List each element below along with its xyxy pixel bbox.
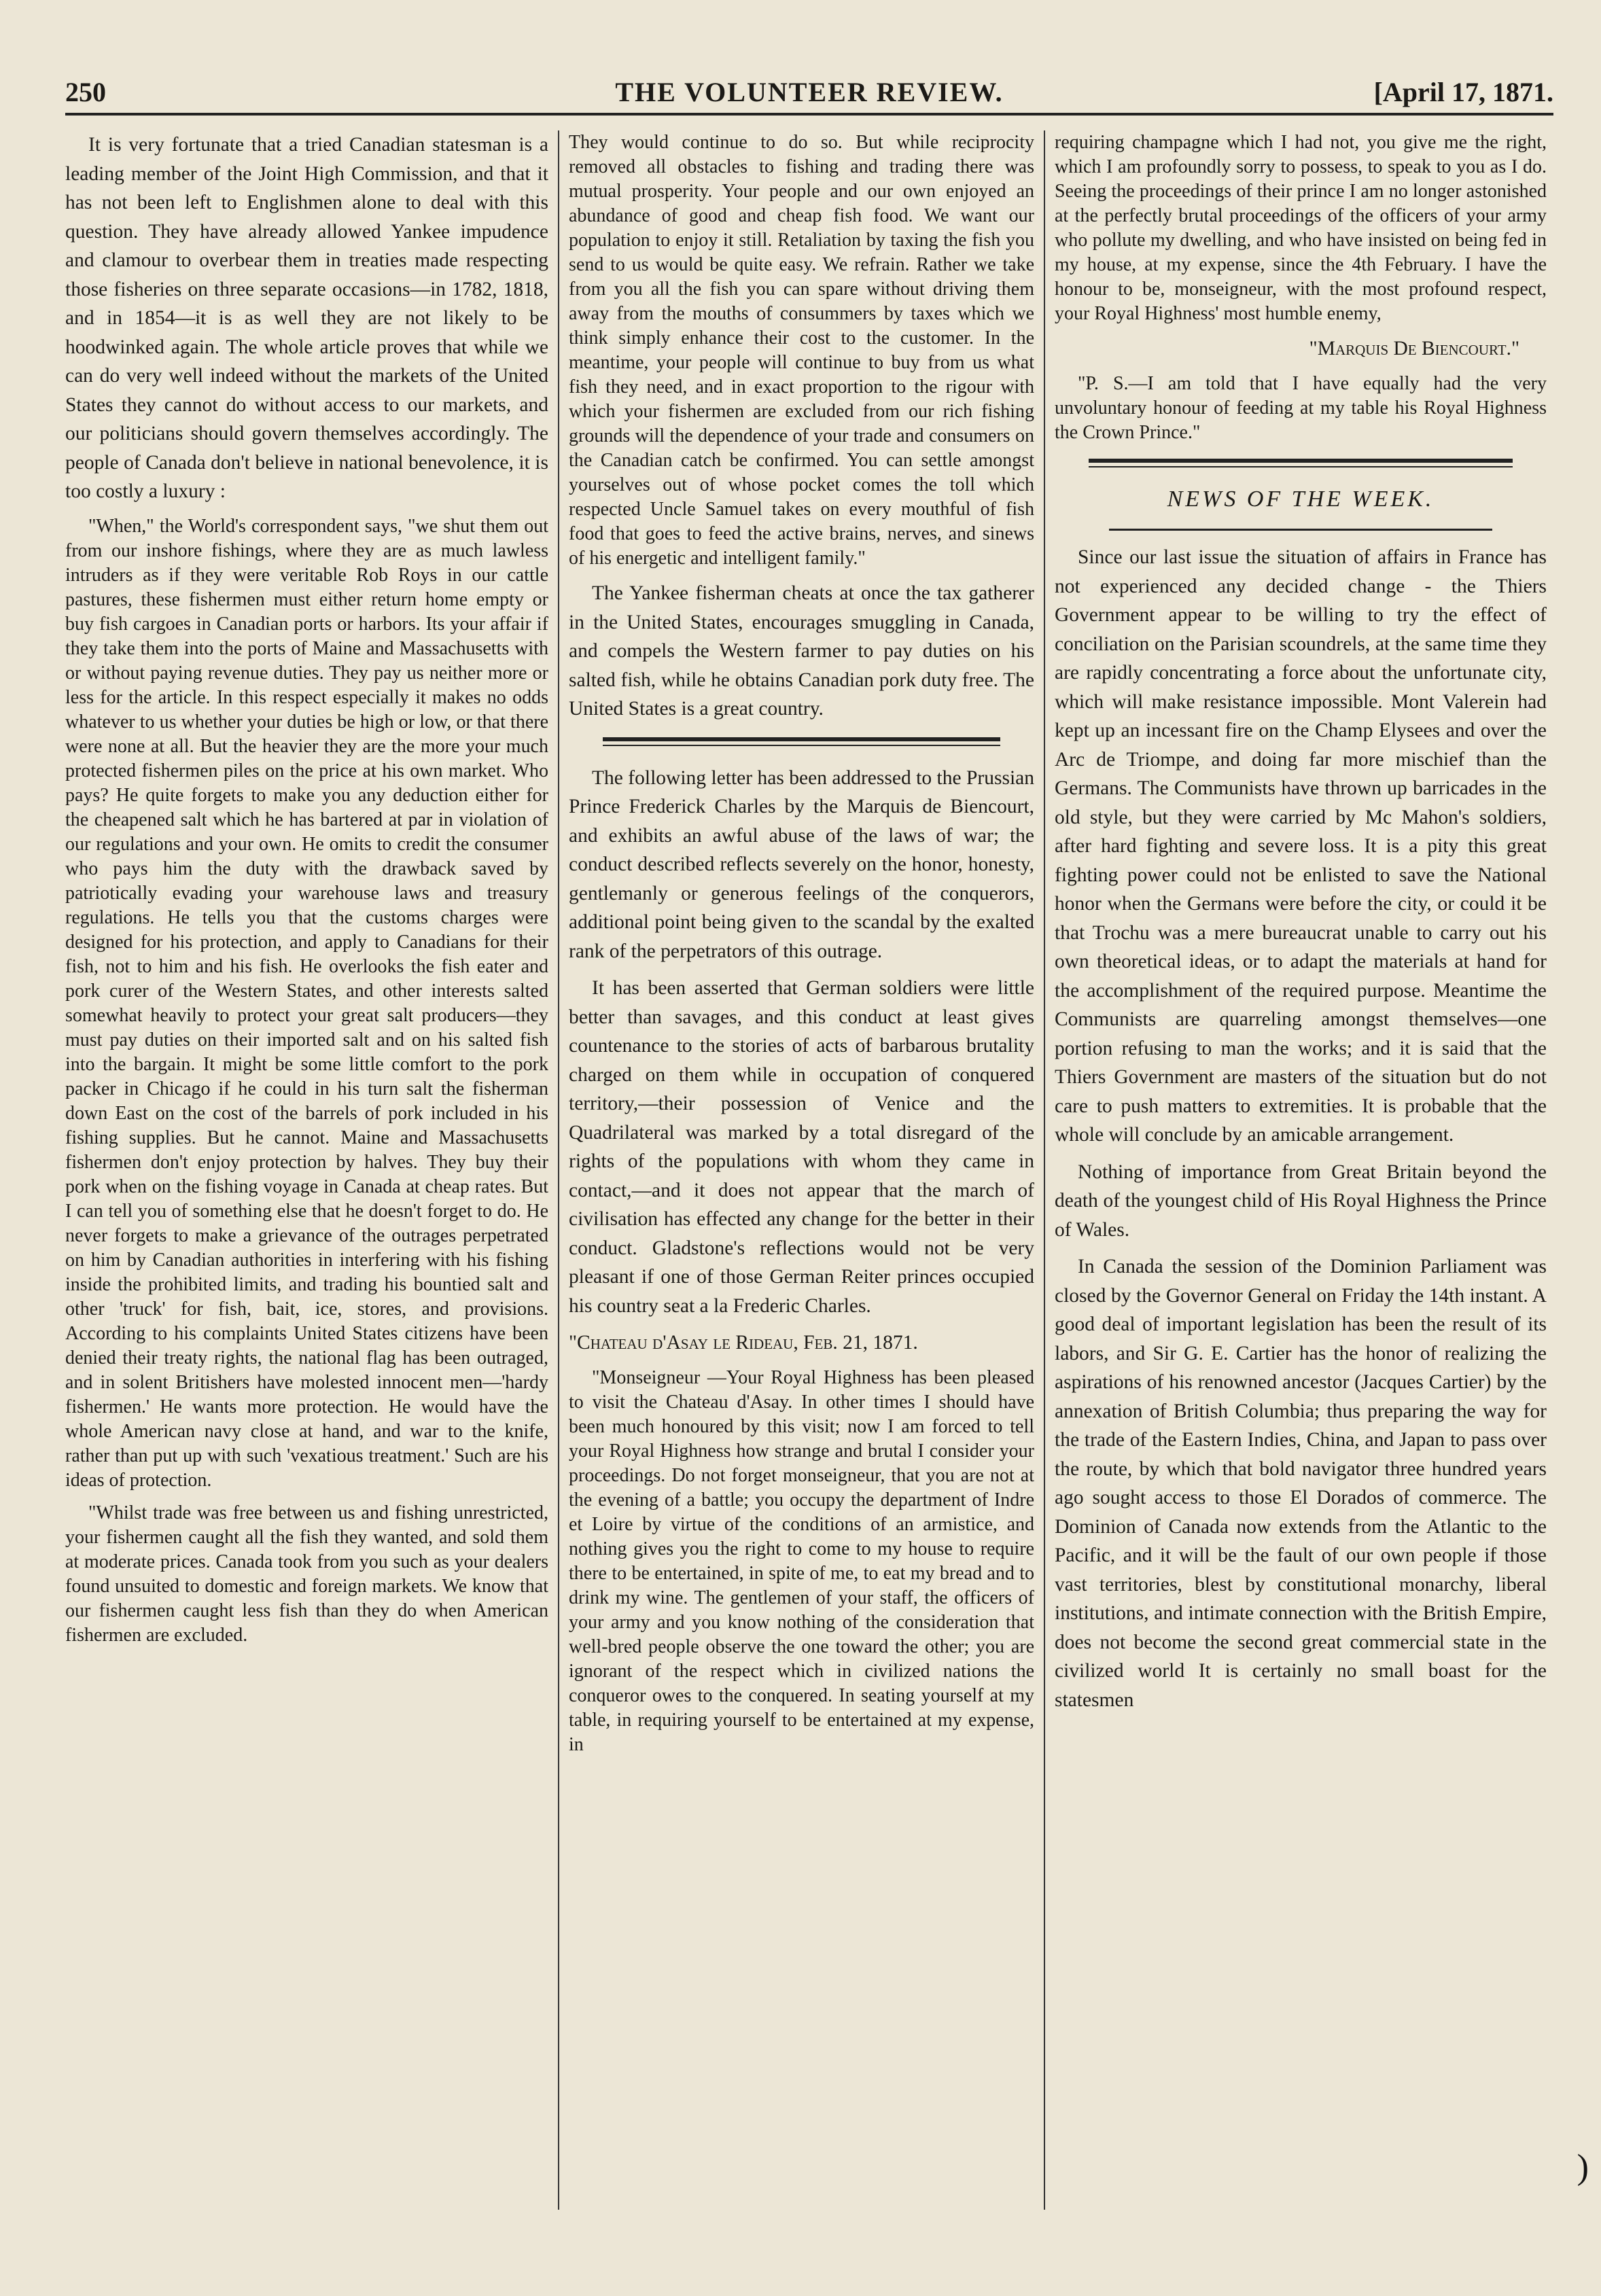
paragraph: In Canada the session of the Dominion Parliament was closed by the Governor General on Friday the 14th instant. A good deal of important legislation has been the result of its labors, and Sir G. E. Cartier has the honor of realizing the aspirations of his renowned ancestor (Jacques Cartier) by the annexation of British Columbia; thus preparing the way for the trade of the Eastern Indies, China, and Japan to pass over the route, by which that bold navigator three hundred years ago sought access to those El Dorados of commerce. The Dominion of Canada now extends from the Atlantic to the Pacific, and it will be the fault of our own people if those vast territories, blest by constitutional monarchy, liberal institutions, and intimate connection with the British Empire, does not become the second great commercial state in the civilized world It is certainly no small boast for the statesmen bbox=[1055, 1256, 1547, 1711]
column-3 bbox=[1044, 130, 1547, 2210]
margin-bracket-mark: ) bbox=[1577, 2148, 1589, 2187]
paragraph: It has been asserted that German soldiers were little better than savages, and this conduct at least gives countenance to the stories of acts of barbarous brutality charged on them while in occupation of conquered territory,—their possession of Venice and the Quadrilateral was marked by a total disregard of the rights of the populations with whom they came in contact,—and it does not appear that the march of civilisation has effected any change for the better in their conduct. Gladstone's reflections would not be very pleasant if one of those German Reiter princes occupied his country seat a la Frederic Charles. bbox=[569, 977, 1034, 1317]
header-rule bbox=[65, 113, 1553, 116]
quoted-paragraph: "Whilst trade was free between us and fishing unrestricted, your fishermen caught all the fish they wanted, and sold them at moderate prices. Canada took from you such as your dealers found unsuited to domestic and foreign markets. We know that our fishermen caught less fish than they do when American fishermen are excluded. bbox=[65, 1502, 548, 1646]
masthead-title: THE VOLUNTEER REVIEW. bbox=[615, 77, 1004, 107]
paragraph: Since our last issue the situation of affairs in France has not experienced any decided change - the Thiers Government appear to be willing to try the effect of conciliation on the Parisian scoundrels, at the same time they are rapidly concentrating a force about the unfortunate city, which will make resistance impossible. Mont Valerein had kept up an incessant fire on the Champ Elysees and over the Arc de Triompe, and doing far more mischief than the Germans. The Communists have thrown up barricades in the old style, but they were carried by Mc Mahon's soldiers, after hard fighting and severe loss. It is a pity this great fighting power could not be enlisted to save the National honor when the Germans were before the city, or could it be that Trochu was a mere bureaucrat unable to carry out his own theoretical ideas, or to adapt the materials at hand for the accomplishment of the required purpose. Meantime the Communists are quarreling amongst themselves—one portion refusing to man the works; and it is said that the Thiers Government are masters of the situation but do not care to push matters to extremities. It is probable that the whole will conclude by an amicable arrangement. bbox=[1055, 546, 1547, 1146]
paragraph: The following letter has been addressed to the Prussian Prince Frederick Charles by the Marquis de Biencourt, and exhibits an awful abuse of the laws of war; the conduct described reflects severely on the honor, honesty, gentlemanly or generous feelings of the conquerors, additional point being given to the scandal by the exalted rank of the perpetrators of this outrage. bbox=[569, 766, 1034, 962]
section-divider bbox=[603, 737, 1000, 746]
column-2 bbox=[558, 130, 1044, 2210]
section-divider bbox=[1089, 459, 1513, 467]
paragraph: The Yankee fisherman cheats at once the tax gatherer in the United States, encourages smuggling in Canada, and compels the Western farmer to pay duties on his salted fish, while he obtains Canadian pork duty free. The United States is a great country. bbox=[569, 582, 1034, 720]
issue-date: [April 17, 1871. bbox=[1373, 77, 1553, 107]
article-columns bbox=[65, 130, 1553, 2210]
page-header bbox=[65, 71, 1553, 118]
quoted-paragraph: "When," the World's correspondent says, "we shut them out from our inshore fishings, where they are as much lawless intruders as if they were veritable Rob Roys in our cattle pastures, these fishermen must either return home empty or buy fish cargoes in Canadian ports or harbors. Its your affair if they take them into the ports of Maine and Massachusetts with or without paying revenue duties. They pay us neither more or less for the article. In this respect especially it makes no odds whatever to us whether your duties be high or low, or that there were none at all. But the heavier they are the more your much protected fishermen piles on the price at his own market. Who pays? He quite forgets to make you any deduction either for the cheapened salt which he has bartered at par in violation of our regulations and your own. He omits to credit the consumer who pays him the duty with the drawback saved by patriotically evading your warehouse laws and treasury regulations. He tells you that the customs charges were designed for his protection, and apply to Canadians for their fish, not to him and his fish. He overlooks the fish eater and pork curer of the Western States, and other interests salted somewhat heavily to protect your great salt producers—they must pay duties on their imported salt and on his salted fish into the bargain. It might be some little comfort to the pork packer in Chicago if he could in his turn salt the fisherman down East on the cost of the barrels of pork included in his fishing supplies. But he cannot. Maine and Massachusetts fishermen don't enjoy protection by halves. They buy their pork when on the fishing voyage in Canada at cheap rates. But I can tell you of something else that he doesn't forget to do. He never forgets to make a grievance of the outrages perpetrated on him by Canadian authorities in interfering with his fishing inside the prohibited limits, and trading his bountied salt and other 'truck' for fish, bait, ice, stores, and provisions. According to his complaints United States citizens have been denied their treaty rights, the national flag has been outraged, and in solent Britishers have molested innocent men—'hardy fishermen.' He wants more protection. He would have the whole American navy close at hand, and war to the knife, rather than put up with such 'vexatious treatment.' Such are his ideas of protection. bbox=[65, 515, 548, 1491]
letter-postscript: "P. S.—I am told that I have equally had the very unvoluntary honour of feeding at my table his Royal Highness the Crown Prince." bbox=[1055, 372, 1547, 443]
page-number: 250 bbox=[65, 77, 106, 107]
column-1 bbox=[65, 130, 558, 2210]
paragraph: Nothing of importance from Great Britain beyond the death of the youngest child of His Royal Highness the Prince of Wales. bbox=[1055, 1161, 1547, 1241]
quoted-paragraph: They would continue to do so. But while reciprocity removed all obstacles to fishing and trading there was mutual prosperity. Your people and our own enjoyed an abundance of good and cheap fish food. We want our population to enjoy it still. Retaliation by taxing the fish you send to us would be quite easy. We refrain. Rather we take from you all the fish you can spare without driving them away from the mouths of consummers by taxes which we think simply enhance their cost to the customer. In the meantime, your people will continue to buy from us what fish they need, and in exact proportion to the rigour with which your fishermen are excluded from our rich fishing grounds will the dependence of your trade and consumers on the Canadian catch be confirmed. You can settle amongst yourselves out of whose pocket comes the toll which respected Uncle Samuel takes on every mouthful of fish food that goes to feed the active brains, nerves, and sinews of his energetic and intelligent family." bbox=[569, 132, 1034, 569]
heading-rule bbox=[1109, 529, 1492, 531]
letter-paragraph: requiring champagne which I had not, you give me the right, which I am profoundly sorry to possess, to speak to you as I do. Seeing the proceedings of their prince I am no longer astonished at the perfectly brutal proceedings of the officers of your army who pollute my dwelling, and who have insisted on being fed in my house, at my expense, since the 4th February. I have the honour to be, monseigneur, with the most profound respect, your Royal Highness' most humble enemy, bbox=[1055, 132, 1547, 324]
letter-paragraph: "Monseigneur —Your Royal Highness has been pleased to visit the Chateau d'Asay. In other times I should have been much honoured by this visit; now I am forced to tell your Royal Highness how strange and brutal I consider your proceedings. Do not forget monseigneur, that you are not at the evening of a battle; you occupy the department of Indre et Loire by virtue of the conditions of an armistice, and nothing gives you the right to come to my house to require there to be entertained, in spite of me, to eat my bread and to drink my wine. The gentlemen of your staff, the officers of your army and you know nothing of the consideration that well-bred people observe the one toward the other; you are ignorant of the respect which in civilized nations the conqueror owes to the conquered. In seating yourself at my table, in requiring yourself to be entertained at my expense, in bbox=[569, 1366, 1034, 1755]
letter-signature: "Marquis De Biencourt." bbox=[1309, 338, 1519, 359]
section-heading: NEWS OF THE WEEK. bbox=[1167, 486, 1435, 512]
letter-dateline: "Chateau d'Asay le Rideau, Feb. 21, 1871. bbox=[569, 1332, 918, 1354]
paragraph: It is very fortunate that a tried Canadian statesman is a leading member of the Joint High Commission, and that it has not been left to Englishmen alone to deal with this question. They have already allowed Yankee impudence and clamour to overbear them in treaties made respecting those fisheries on three separate occasions—in 1782, 1818, and in 1854—it is as well they are not likely to be hoodwinked again. The whole article proves that while we can do very well indeed without the markets of the United States they cannot do without access to our markets, and our politicians should govern themselves accordingly. The people of Canada don't believe in national benevolence, it is too costly a luxury : bbox=[65, 134, 548, 502]
